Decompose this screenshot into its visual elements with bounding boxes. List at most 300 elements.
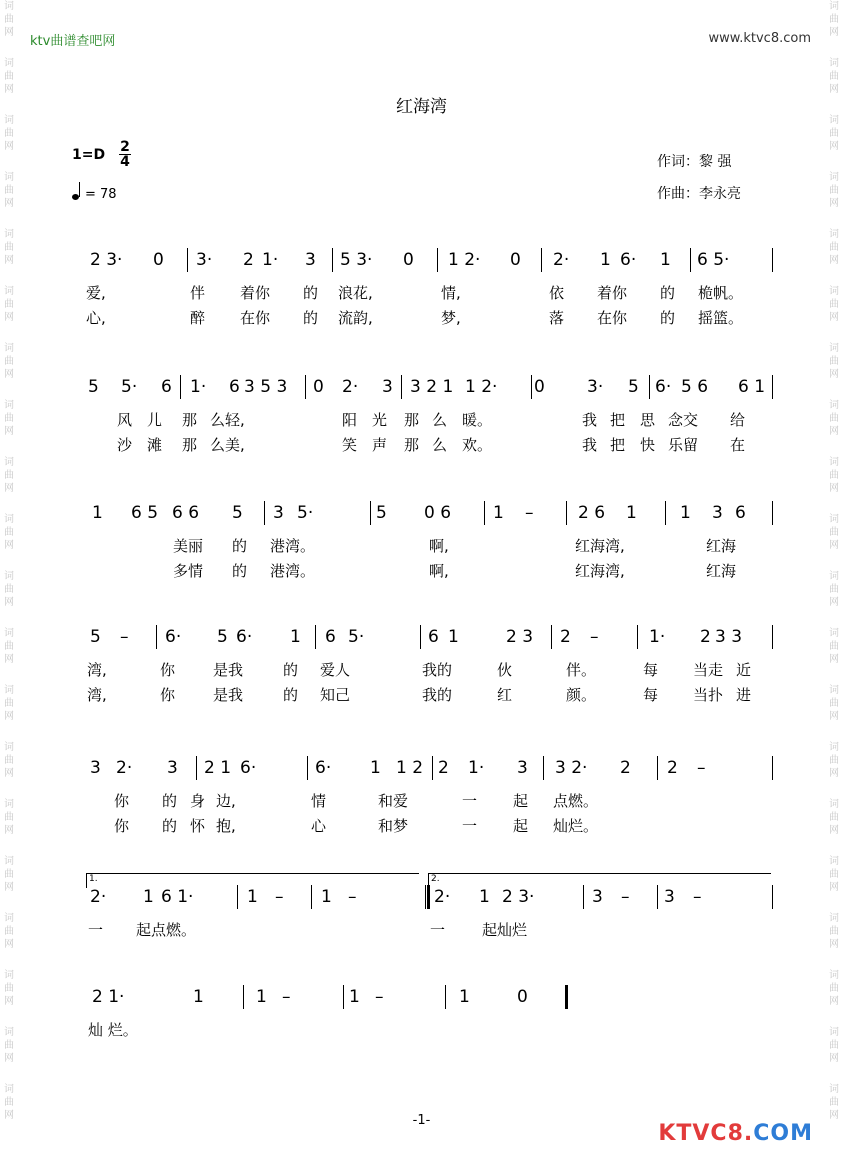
bar-line [264,501,265,525]
watermark-text: 词曲网 [4,58,14,95]
lyric-verse2: 欢。 [462,436,493,454]
bar-line [772,501,773,525]
note: 1 [193,987,204,1007]
lyric-verse1: 儿 [147,411,163,429]
note: 0 [510,250,521,270]
lyric-verse1: 的 [162,792,178,810]
note: 3 [712,503,723,523]
note: 1 [660,250,671,270]
lyric-verse1: 起点燃。 [136,921,197,939]
note: 0 [534,377,545,397]
note: 2· [434,887,451,907]
note: 2· [342,377,359,397]
bar-line [305,375,306,399]
lyric-verse1: 一 [462,792,478,810]
note: 1 [256,987,267,1007]
volta-second-ending: 2. [428,873,771,888]
watermark-text: 词曲网 [829,1027,839,1064]
watermark-text: 词曲网 [829,913,839,950]
bar-line [772,885,773,909]
logo-text: KTVC8 [658,1121,744,1146]
note: – [590,627,599,647]
lyric-verse1: 给 [730,411,746,429]
note: 5· [297,503,314,523]
watermark-text: 词曲网 [4,685,14,722]
time-signature-bottom: 4 [120,154,130,170]
note: 2 [620,758,631,778]
note: 6· [165,627,182,647]
lyric-verse1: 桅帆。 [698,284,744,302]
bar-line [551,625,552,649]
lyric-verse1: 么 [432,411,448,429]
key-signature: 1=D [72,147,106,163]
watermark-text: 词曲网 [4,856,14,893]
note: 2 [667,758,678,778]
note: 5· [121,377,138,397]
note: 1 [92,503,103,523]
note: 2 [560,627,571,647]
note: – [120,627,129,647]
watermark-text: 词曲网 [4,286,14,323]
lyric-verse2: 你 [160,686,176,704]
watermark-text: 词曲网 [4,571,14,608]
bar-line [649,375,650,399]
lyric-verse2: 乐留 [668,436,699,454]
lyric-verse2: 我的 [422,686,453,704]
watermark-text: 词曲网 [4,799,14,836]
note: 1 [459,987,470,1007]
note: – [693,887,702,907]
bar-line [543,756,544,780]
note: 3 [305,250,316,270]
note: 5 [232,503,243,523]
bar-line [657,885,658,909]
note: 0 [313,377,324,397]
bar-line [196,756,197,780]
note: 6 1· [161,887,194,907]
page-number: -1- [412,1113,431,1128]
lyric-verse1: 港湾。 [270,537,316,555]
site-url-right[interactable]: www.ktvc8.com [708,31,811,46]
lyric-verse1: 伴。 [566,661,597,679]
lyric-verse1: 你 [114,792,130,810]
lyric-verse1: 一 [88,921,104,939]
note: 0 [517,987,528,1007]
lyricist-credit: 作词：黎 强 [657,154,732,170]
watermark-text: 词曲网 [4,970,14,1007]
note: 2· [553,250,570,270]
lyric-verse1: 那 [182,411,198,429]
tempo-value: = 78 [85,187,117,202]
watermark-text: 词曲网 [829,685,839,722]
note: 1 [290,627,301,647]
lyric-verse1: 光 [372,411,388,429]
note: 2 1 [204,758,232,778]
lyric-verse1: 我 [582,411,598,429]
note: 3 [664,887,675,907]
bar-line [772,625,773,649]
lyric-verse1: 美丽 [173,537,204,555]
lyric-verse2: 把 [610,436,626,454]
site-logo[interactable] [658,1121,813,1146]
bar-line [187,248,188,272]
note: 0 6 [424,503,452,523]
note: 0 [403,250,414,270]
note: 5 [90,627,101,647]
left-watermark-strip [0,0,18,1172]
watermark-text: 词曲网 [4,229,14,266]
lyric-verse1: 当走 [693,661,724,679]
lyric-verse1: 阳 [342,411,358,429]
bar-line [565,985,568,1009]
note: 3 [167,758,178,778]
bar-line [332,248,333,272]
note: 2· [90,887,107,907]
lyric-verse1: 么轻, [210,411,245,429]
bar-line [772,756,773,780]
lyric-verse1: 是我 [213,661,244,679]
bar-line [531,375,532,399]
lyric-verse1: 起 [513,792,529,810]
lyric-verse1: 红海 [706,537,737,555]
watermark-text: 词曲网 [4,343,14,380]
lyric-verse2: 摇篮。 [698,309,744,327]
note: 1 [493,503,504,523]
note: 3 [382,377,393,397]
lyric-verse2: 那 [404,436,420,454]
bar-line [315,625,316,649]
lyric-verse1: 爱, [86,284,106,302]
note: 1 [349,987,360,1007]
note: 1 [247,887,258,907]
bar-line [420,625,421,649]
lyric-verse2: 怀 [190,817,206,835]
composer-credit: 作曲：李永亮 [657,186,741,202]
note: 5 [628,377,639,397]
watermark-text: 词曲网 [4,913,14,950]
watermark-text: 词曲网 [4,400,14,437]
lyric-verse1: 的 [283,661,299,679]
note: 6 [229,377,240,397]
note: 3 2· [555,758,588,778]
note: 1 [370,758,381,778]
note: 5 [376,503,387,523]
note: 3 3 [715,627,743,647]
note: 6 5 [131,503,159,523]
note: 1 2· [465,377,498,397]
note: 5 [217,627,228,647]
lyric-verse2: 在 [730,436,746,454]
watermark-text: 词曲网 [829,343,839,380]
watermark-text: 词曲网 [829,229,839,266]
lyric-verse1: 思 [640,411,656,429]
lyric-verse1: 边, [216,792,236,810]
note: 6· [240,758,257,778]
lyric-verse1: 伴 [190,284,206,302]
lyric-verse1: 起灿烂 [482,921,528,939]
note: 1 [680,503,691,523]
note: 1 2· [448,250,481,270]
note: 2 3 [506,627,534,647]
lyric-verse1: 暖。 [462,411,493,429]
time-signature-top: 2 [120,139,130,155]
lyric-verse2: 我 [582,436,598,454]
logo-dot: . [743,1121,754,1146]
note: 5· [348,627,365,647]
site-name-left[interactable]: ktv曲谱查吧网 [30,34,116,49]
right-watermark-strip [825,0,843,1172]
watermark-text: 词曲网 [829,286,839,323]
volta-first-ending: 1. [86,873,419,888]
watermark-text: 词曲网 [829,514,839,551]
watermark-text: 词曲网 [4,628,14,665]
lyric-verse1: 爱人 [320,661,351,679]
bar-line [432,756,433,780]
note: 3· [196,250,213,270]
lyric-verse2: 红 [497,686,513,704]
lyric-verse1: 浪花, [338,284,373,302]
lyric-verse1: 灿 烂。 [88,1021,138,1039]
watermark-text: 词曲网 [829,58,839,95]
lyric-verse2: 你 [114,817,130,835]
lyric-verse2: 的 [232,562,248,580]
lyric-verse1: 着你 [597,284,628,302]
bar-line [445,985,446,1009]
note: – [348,887,357,907]
lyric-verse1: 伙 [497,661,513,679]
lyric-verse2: 每 [643,686,659,704]
lyric-verse2: 红海 [706,562,737,580]
lyric-verse2: 的 [660,309,676,327]
note: 2 [438,758,449,778]
note: – [282,987,291,1007]
lyric-verse2: 心, [86,309,106,327]
lyric-verse2: 红海湾, [575,562,625,580]
note: 6 5· [697,250,730,270]
lyric-verse2: 颜。 [566,686,597,704]
lyric-verse2: 笑 [342,436,358,454]
bar-line [343,985,344,1009]
lyric-verse2: 那 [182,436,198,454]
note: 3 5 3 [244,377,288,397]
lyric-verse1: 湾, [87,661,107,679]
watermark-text: 词曲网 [829,115,839,152]
note: 6 [735,503,746,523]
note: 3 [517,758,528,778]
lyric-verse1: 的 [660,284,676,302]
bar-line [541,248,542,272]
bar-line [243,985,244,1009]
tempo-marking [72,187,117,202]
note: 1· [190,377,207,397]
note: 1· [262,250,279,270]
lyric-verse1: 把 [610,411,626,429]
lyric-verse2: 是我 [213,686,244,704]
note: 5 6 [681,377,709,397]
lyric-verse1: 和爱 [378,792,409,810]
watermark-text: 词曲网 [829,799,839,836]
lyric-verse1: 情, [441,284,461,302]
watermark-text: 词曲网 [4,172,14,209]
lyric-verse2: 进 [736,686,752,704]
lyric-verse1: 那 [404,411,420,429]
note: 0 [153,250,164,270]
note: 3 [592,887,603,907]
watermark-text: 词曲网 [4,115,14,152]
note: 1 [626,503,637,523]
watermark-text: 词曲网 [4,742,14,779]
lyric-verse2: 醉 [190,309,206,327]
note: 5 3· [340,250,373,270]
quarter-note-icon [72,194,79,200]
lyric-verse2: 的 [303,309,319,327]
repeat-bar-line [427,885,430,909]
note: – [375,987,384,1007]
note: 1 [600,250,611,270]
lyric-verse2: 啊, [429,562,449,580]
note: 1· [468,758,485,778]
watermark-text: 词曲网 [829,571,839,608]
lyric-verse2: 心 [311,817,327,835]
note: 6 [428,627,439,647]
note: 6 6 [172,503,200,523]
song-title: 红海湾 [396,97,447,117]
lyric-verse2: 一 [462,817,478,835]
bar-line [237,885,238,909]
lyric-verse1: 身 [190,792,206,810]
lyric-verse2: 声 [372,436,388,454]
note: 2 6 [578,503,606,523]
lyric-verse2: 灿烂。 [553,817,599,835]
watermark-text: 词曲网 [829,1084,839,1121]
note: 2 [243,250,254,270]
note: 1 [143,887,154,907]
lyric-verse2: 和梦 [378,817,409,835]
bar-line [484,501,485,525]
bar-line [370,501,371,525]
lyric-verse1: 啊, [429,537,449,555]
note: 2 3· [90,250,123,270]
bar-line [307,756,308,780]
watermark-text: 词曲网 [4,1,14,38]
note: – [621,887,630,907]
lyric-verse2: 知己 [320,686,351,704]
lyric-verse1: 依 [549,284,565,302]
watermark-text: 词曲网 [829,970,839,1007]
bar-line [437,248,438,272]
note: 6 1 [738,377,766,397]
lyric-verse2: 港湾。 [270,562,316,580]
watermark-text: 词曲网 [829,742,839,779]
watermark-text: 词曲网 [829,172,839,209]
watermark-text: 词曲网 [829,457,839,494]
note: 1 [479,887,490,907]
note: 3 [90,758,101,778]
lyric-verse2: 的 [162,817,178,835]
lyric-verse1: 红海湾, [575,537,625,555]
lyric-verse1: 情 [311,792,327,810]
watermark-text: 词曲网 [4,1027,14,1064]
lyric-verse2: 落 [549,309,565,327]
lyric-verse1: 着你 [240,284,271,302]
lyric-verse1: 的 [303,284,319,302]
bar-line [665,501,666,525]
watermark-text: 词曲网 [829,1,839,38]
lyric-verse2: 多情 [173,562,204,580]
note: 2 1· [92,987,125,1007]
note: 2 3· [502,887,535,907]
lyric-verse2: 当扑 [693,686,724,704]
lyric-verse2: 梦, [441,309,461,327]
bar-line [180,375,181,399]
bar-line [637,625,638,649]
watermark-text: 词曲网 [829,856,839,893]
lyric-verse1: 的 [232,537,248,555]
lyric-verse2: 抱, [216,817,236,835]
logo-suffix: COM [753,1121,813,1146]
note: 3· [587,377,604,397]
note: 5 [88,377,99,397]
lyric-verse1: 一 [430,921,446,939]
lyric-verse1: 近 [736,661,752,679]
note: 6 [161,377,172,397]
lyric-verse2: 在你 [597,309,628,327]
lyric-verse2: 滩 [147,436,163,454]
bar-line [772,248,773,272]
note: 6· [655,377,672,397]
bar-line [156,625,157,649]
watermark-text: 词曲网 [4,1084,14,1121]
lyric-verse2: 快 [640,436,656,454]
bar-line [772,375,773,399]
bar-line [690,248,691,272]
note: 6 [325,627,336,647]
note: 1 [448,627,459,647]
lyric-verse2: 沙 [117,436,133,454]
lyric-verse1: 风 [117,411,133,429]
bar-line [657,756,658,780]
note: – [697,758,706,778]
lyric-verse2: 湾, [87,686,107,704]
bar-line [566,501,567,525]
lyric-verse1: 每 [643,661,659,679]
note: 6· [236,627,253,647]
note: 6· [315,758,332,778]
lyric-verse1: 你 [160,661,176,679]
note: – [275,887,284,907]
lyric-verse2: 么美, [210,436,245,454]
note: 1· [649,627,666,647]
note: 1 2 [396,758,424,778]
lyric-verse2: 么 [432,436,448,454]
lyric-verse1: 念交 [668,411,699,429]
lyric-verse2: 起 [513,817,529,835]
watermark-text: 词曲网 [4,457,14,494]
note: 3 2 1 [410,377,454,397]
lyric-verse2: 在你 [240,309,271,327]
time-signature [118,140,132,169]
note: 2 [700,627,711,647]
lyric-verse1: 我的 [422,661,453,679]
watermark-text: 词曲网 [829,628,839,665]
note: 6· [620,250,637,270]
bar-line [401,375,402,399]
note: 1 [321,887,332,907]
watermark-text: 词曲网 [4,514,14,551]
lyric-verse1: 点燃。 [553,792,599,810]
bar-line [583,885,584,909]
note: 3 [273,503,284,523]
